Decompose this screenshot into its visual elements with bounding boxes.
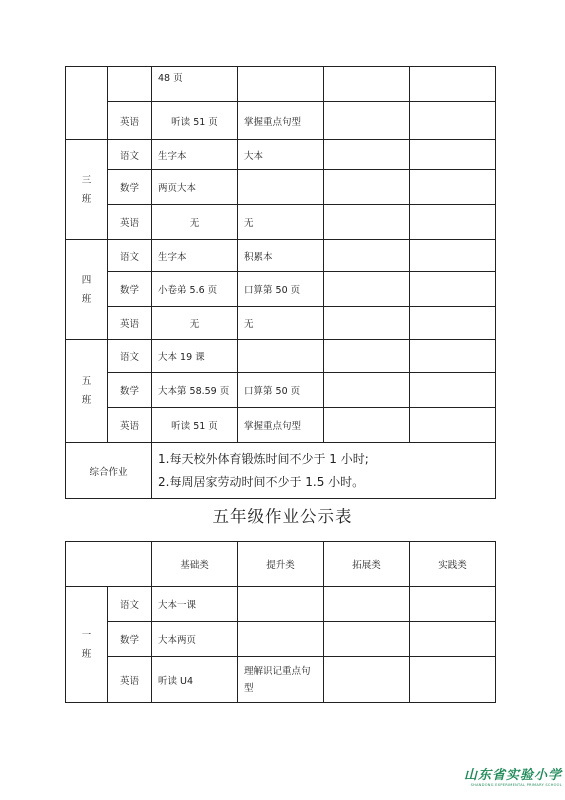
class-name-char: 五	[81, 376, 92, 387]
practice-cell	[410, 67, 496, 102]
header-empty-cell	[66, 542, 152, 587]
header-basic: 基础类	[152, 542, 238, 587]
table-row	[66, 170, 496, 205]
improve-cell	[238, 340, 324, 373]
improve-cell: 口算第 50 页	[238, 272, 324, 307]
subject-cell: 英语	[108, 657, 152, 703]
comprehensive-line: 2.每周居家劳动时间不少于 1.5 小时。	[158, 474, 365, 489]
header-extend: 拓展类	[324, 542, 410, 587]
practice-cell	[410, 657, 496, 703]
improve-cell	[238, 657, 324, 703]
extend-cell	[324, 657, 410, 703]
subject-cell: 英语	[108, 307, 152, 340]
class-name-char: 班	[81, 293, 92, 305]
practice-cell	[410, 240, 496, 272]
class-name-char: 四	[81, 274, 92, 286]
basic-cell: 两页大本	[152, 170, 238, 205]
subject-cell: 语文	[108, 340, 152, 373]
comprehensive-content	[152, 443, 496, 499]
improve-cell: 无	[238, 307, 324, 340]
table-row	[66, 587, 496, 622]
extend-cell	[324, 205, 410, 240]
basic-cell: 小卷弟 5.6 页	[152, 272, 238, 307]
class-cell-empty	[66, 67, 108, 140]
improve-cell: 大本	[238, 140, 324, 170]
class-cell-1	[66, 587, 108, 703]
subject-cell: 英语	[108, 102, 152, 140]
extend-cell	[324, 587, 410, 622]
extend-cell	[324, 340, 410, 373]
class-name-char: 班	[81, 648, 92, 660]
practice-cell	[410, 340, 496, 373]
table-row	[66, 205, 496, 240]
table-row	[66, 307, 496, 340]
basic-cell: 生字本	[152, 140, 238, 170]
class-name-char: 班	[81, 193, 92, 205]
basic-cell: 无	[152, 205, 238, 240]
basic-cell: 48 页	[152, 67, 238, 102]
subject-cell	[108, 67, 152, 102]
subject-cell: 英语	[108, 205, 152, 240]
practice-cell	[410, 102, 496, 140]
table-row	[66, 272, 496, 307]
table-row	[66, 102, 496, 140]
practice-cell	[410, 170, 496, 205]
practice-cell	[410, 307, 496, 340]
extend-cell	[324, 307, 410, 340]
extend-cell	[324, 67, 410, 102]
class-name-char: 班	[81, 395, 92, 406]
improve-cell	[238, 622, 324, 657]
basic-cell: 大本两页	[152, 622, 238, 657]
subject-cell: 语文	[108, 140, 152, 170]
practice-cell	[410, 140, 496, 170]
extend-cell	[324, 373, 410, 408]
practice-cell	[410, 272, 496, 307]
page-title: 五年级作业公示表	[212, 507, 353, 526]
extend-cell	[324, 240, 410, 272]
practice-cell	[410, 205, 496, 240]
improve-line: 理解识记重点句	[244, 665, 311, 677]
bottom-homework-table	[65, 541, 496, 703]
comprehensive-label: 综合作业	[66, 443, 152, 499]
improve-cell	[238, 170, 324, 205]
school-name-cn: 山东省实验小学	[463, 768, 562, 783]
practice-cell	[410, 622, 496, 657]
basic-cell: 大本一课	[152, 587, 238, 622]
extend-cell	[324, 170, 410, 205]
subject-cell: 语文	[108, 240, 152, 272]
table-row	[66, 443, 496, 499]
improve-cell: 口算第 50 页	[238, 373, 324, 408]
school-logo	[452, 764, 562, 787]
header-row	[66, 542, 496, 587]
basic-cell: 大本第 58.59 页	[152, 373, 238, 408]
table-row	[66, 373, 496, 408]
school-name-en: SHANDONG EXPERIMENTAL PRIMARY SCHOOL	[470, 783, 562, 787]
basic-cell: 听读 U4	[152, 657, 238, 703]
extend-cell	[324, 272, 410, 307]
class-cell-4	[66, 240, 108, 340]
header-improve: 提升类	[238, 542, 324, 587]
top-homework-table	[65, 66, 496, 499]
class-name-char: 三	[81, 174, 92, 186]
comprehensive-line: 1.每天校外体育锻炼时间不少于 1 小时;	[158, 451, 369, 466]
table-row	[66, 408, 496, 443]
practice-cell	[410, 373, 496, 408]
subject-cell: 数学	[108, 272, 152, 307]
basic-cell: 大本 19 课	[152, 340, 238, 373]
class-cell-5	[66, 340, 108, 443]
subject-cell: 英语	[108, 408, 152, 443]
subject-cell: 数学	[108, 170, 152, 205]
class-name-char: 一	[81, 629, 92, 641]
table-row	[66, 340, 496, 373]
subject-cell: 语文	[108, 587, 152, 622]
subject-cell: 数学	[108, 622, 152, 657]
improve-cell	[238, 587, 324, 622]
improve-cell: 掌握重点句型	[238, 408, 324, 443]
table-row	[66, 67, 496, 102]
table-row	[66, 657, 496, 703]
basic-cell: 听读 51 页	[152, 408, 238, 443]
header-practice: 实践类	[410, 542, 496, 587]
table-row	[66, 622, 496, 657]
improve-cell: 无	[238, 205, 324, 240]
table-row	[66, 240, 496, 272]
improve-line: 型	[244, 682, 254, 694]
extend-cell	[324, 102, 410, 140]
practice-cell	[410, 408, 496, 443]
extend-cell	[324, 140, 410, 170]
class-cell-3	[66, 140, 108, 240]
practice-cell	[410, 587, 496, 622]
table-row	[66, 140, 496, 170]
subject-cell: 数学	[108, 373, 152, 408]
extend-cell	[324, 408, 410, 443]
basic-cell: 听读 51 页	[152, 102, 238, 140]
basic-cell: 无	[152, 307, 238, 340]
improve-cell: 积累本	[238, 240, 324, 272]
basic-cell: 生字本	[152, 240, 238, 272]
extend-cell	[324, 622, 410, 657]
improve-cell	[238, 67, 324, 102]
improve-cell: 掌握重点句型	[238, 102, 324, 140]
